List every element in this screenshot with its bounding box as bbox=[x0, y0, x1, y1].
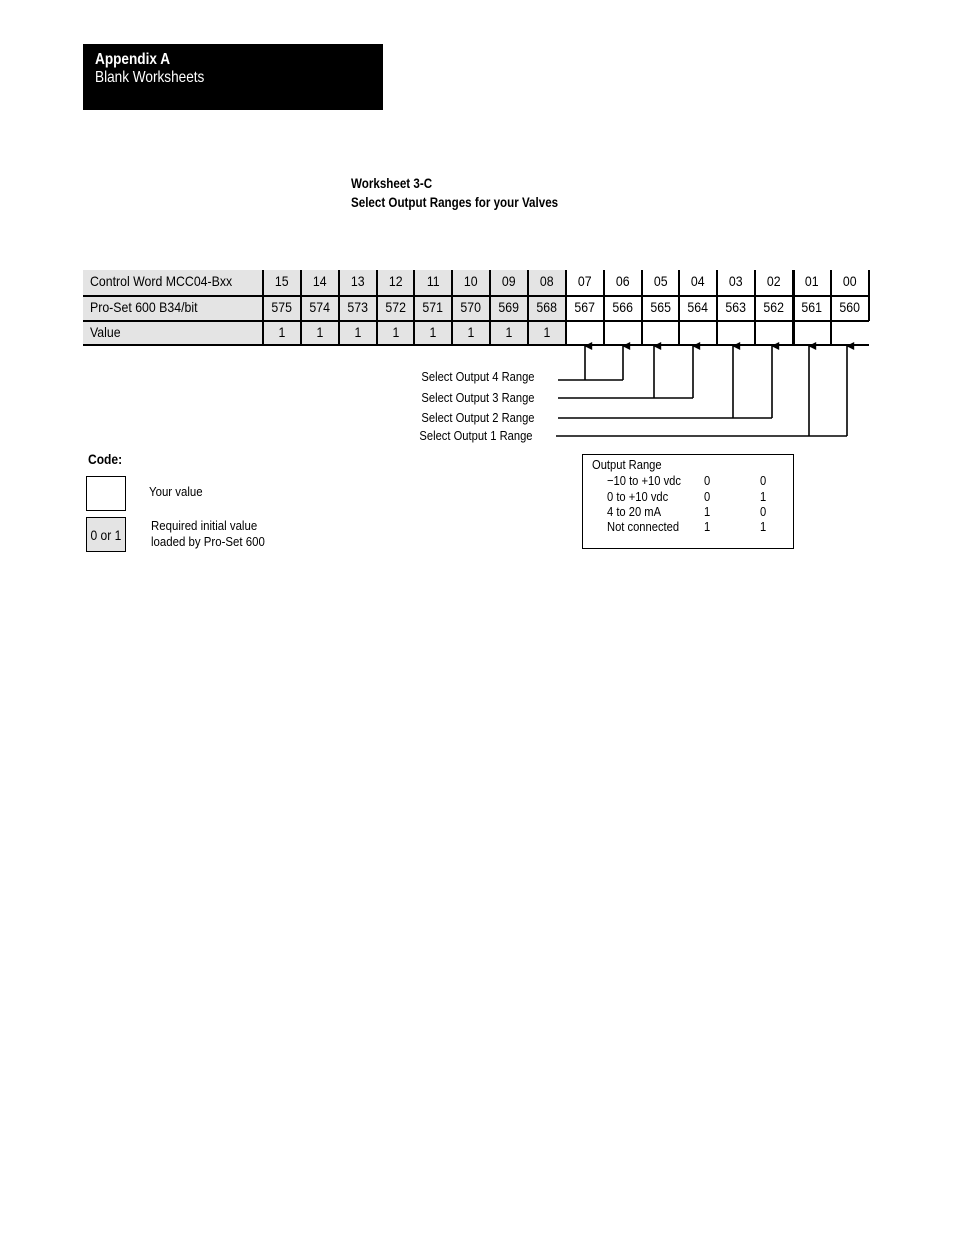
row-label: Pro-Set 600 B34/bit bbox=[83, 296, 263, 321]
control-word-bit: 03 bbox=[729, 273, 743, 289]
range-bit-value: 0 bbox=[704, 489, 711, 504]
proset-bit: 572 bbox=[377, 296, 415, 321]
range-name: 4 to 20 mA bbox=[607, 504, 662, 519]
value-cell: 1 bbox=[490, 321, 528, 346]
selector-connector-3 bbox=[558, 346, 693, 398]
select-output-3-label: Select Output 3 Range bbox=[421, 390, 535, 405]
range-bit-value: 0 bbox=[704, 473, 711, 488]
range-bit-value: 0 bbox=[760, 473, 767, 488]
output-range-legend bbox=[582, 454, 794, 549]
appendix-title: Appendix A bbox=[95, 51, 171, 68]
selector-connector-2 bbox=[558, 346, 772, 418]
value-cell: 1 bbox=[339, 321, 377, 346]
control-word-bit: 11 bbox=[414, 270, 452, 295]
proset-bit: 563 bbox=[725, 299, 747, 315]
your-value-swatch bbox=[86, 476, 126, 511]
proset-bit: 564 bbox=[687, 299, 709, 315]
control-word-bit: 00 bbox=[843, 273, 857, 289]
range-name: −10 to +10 vdc bbox=[607, 473, 681, 488]
proset-bit: 560 bbox=[839, 299, 861, 315]
proset-bit: 574 bbox=[301, 296, 339, 321]
required-value-swatch bbox=[86, 517, 126, 552]
proset-bit: 571 bbox=[414, 296, 452, 321]
row-label: Value bbox=[83, 321, 263, 346]
value-cell: 1 bbox=[528, 321, 566, 346]
proset-bit: 575 bbox=[263, 296, 301, 321]
value-cell: 1 bbox=[377, 321, 415, 346]
range-bit-value: 1 bbox=[704, 504, 711, 519]
control-word-bit: 14 bbox=[301, 270, 339, 295]
range-legend-header: Output Range bbox=[592, 457, 662, 472]
range-bit-value: 1 bbox=[704, 519, 711, 534]
control-word-bit: 02 bbox=[767, 273, 781, 289]
required-value-swatch-text: 0 or 1 bbox=[90, 527, 122, 543]
proset-bit: 573 bbox=[339, 296, 377, 321]
your-value-label: Your value bbox=[149, 484, 203, 499]
proset-bit: 561 bbox=[801, 299, 823, 315]
control-word-bit: 01 bbox=[805, 273, 819, 289]
select-output-1-label: Select Output 1 Range bbox=[419, 428, 533, 443]
range-bit-value: 1 bbox=[760, 489, 767, 504]
control-word-bit: 13 bbox=[339, 270, 377, 295]
proset-bit: 568 bbox=[528, 296, 566, 321]
appendix-subtitle: Blank Worksheets bbox=[95, 69, 205, 86]
value-cell: 1 bbox=[414, 321, 452, 346]
value-cell: 1 bbox=[301, 321, 339, 346]
value-cell: 1 bbox=[263, 321, 301, 346]
value-cell: 1 bbox=[452, 321, 490, 346]
proset-bit: 569 bbox=[490, 296, 528, 321]
proset-bit: 570 bbox=[452, 296, 490, 321]
control-word-bit: 12 bbox=[377, 270, 415, 295]
required-value-line2: loaded by Pro-Set 600 bbox=[151, 534, 265, 549]
select-output-2-label: Select Output 2 Range bbox=[421, 410, 535, 425]
code-title: Code: bbox=[88, 451, 123, 467]
control-word-bit: 07 bbox=[578, 273, 592, 289]
required-value-line1: Required initial value bbox=[151, 518, 258, 533]
range-name: 0 to +10 vdc bbox=[607, 489, 669, 504]
row-label: Control Word MCC04-Bxx bbox=[83, 270, 263, 295]
control-word-bit: 05 bbox=[654, 273, 668, 289]
range-name: Not connected bbox=[607, 519, 680, 534]
control-word-bit: 10 bbox=[452, 270, 490, 295]
range-bit-value: 1 bbox=[760, 519, 767, 534]
selector-connector-1 bbox=[556, 346, 847, 436]
proset-bit: 565 bbox=[650, 299, 672, 315]
select-output-4-label: Select Output 4 Range bbox=[421, 369, 535, 384]
worksheet-subtitle: Select Output Ranges for your Valves bbox=[351, 195, 559, 210]
proset-bit: 567 bbox=[574, 299, 596, 315]
control-word-bit: 08 bbox=[528, 270, 566, 295]
control-word-bit: 15 bbox=[263, 270, 301, 295]
proset-bit: 566 bbox=[612, 299, 634, 315]
control-word-bit: 06 bbox=[616, 273, 630, 289]
control-word-bit: 04 bbox=[691, 273, 705, 289]
control-word-bit: 09 bbox=[490, 270, 528, 295]
proset-bit: 562 bbox=[763, 299, 785, 315]
selector-connector-4 bbox=[558, 346, 623, 380]
range-bit-value: 0 bbox=[760, 504, 767, 519]
worksheet-title: Worksheet 3-C bbox=[351, 176, 433, 191]
